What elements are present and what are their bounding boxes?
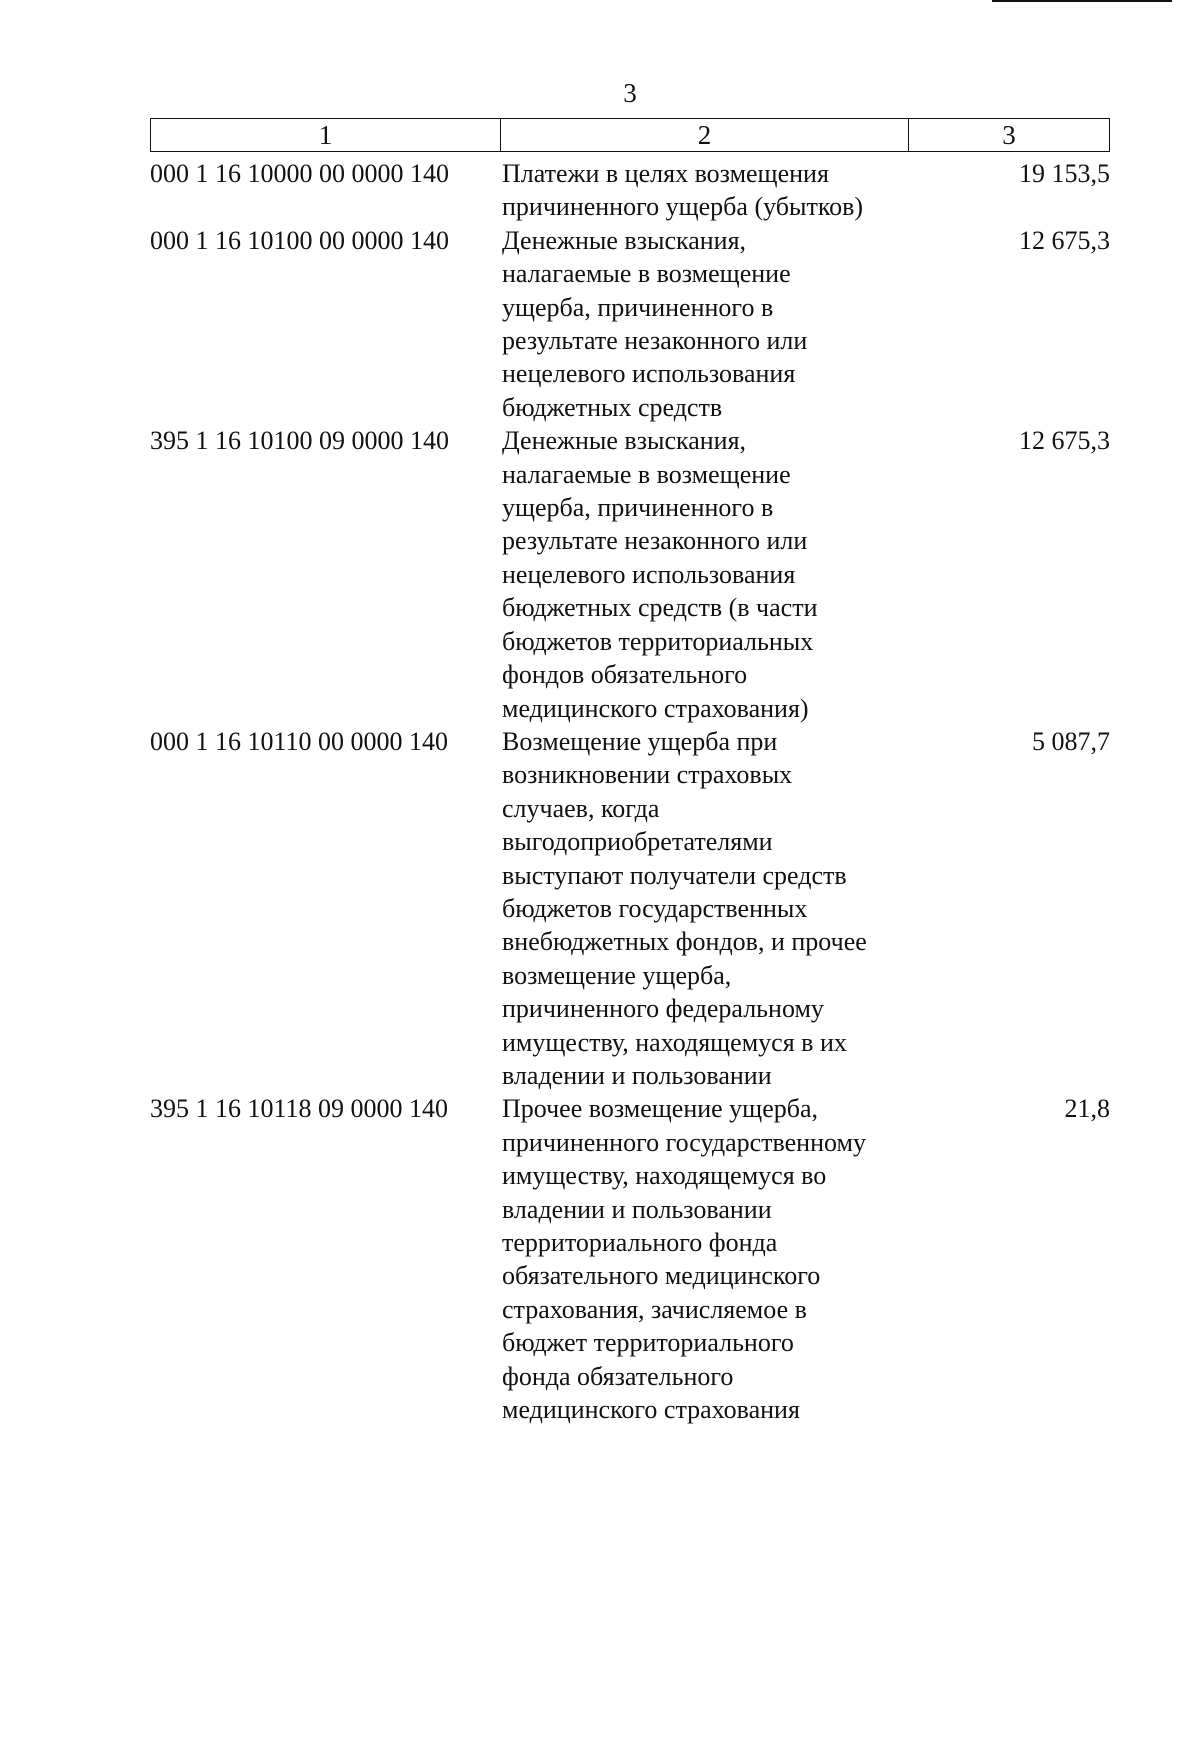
row-name: Денежные взыскания, налагаемые в возмещение ущерба, причиненного в результате незаконного или нецелевого использования бюджетных средств: [502, 225, 808, 422]
table-row: [150, 424, 1110, 725]
row-code: 000 1 16 10000 00 0000 140: [150, 159, 449, 188]
row-amount: 12 675,3: [1019, 225, 1110, 255]
row-code: 000 1 16 10110 00 0000 140: [150, 726, 449, 756]
header-col-2: 2: [500, 118, 908, 152]
row-amount: 19 153,5: [1019, 159, 1110, 188]
table-row: [150, 224, 1110, 424]
row-code: 000 1 16 10100 00 0000 140: [150, 225, 449, 255]
table-row: [150, 157, 1110, 224]
row-name: Платежи в целях возмещения причиненного ущерба (убытков): [502, 159, 864, 222]
row-code: 395 1 16 10100 09 0000 140: [150, 426, 449, 456]
row-code: 395 1 16 10118 09 0000 140: [150, 1094, 449, 1124]
row-amount: 21,8: [1064, 1094, 1110, 1124]
table-body: [150, 157, 1110, 1426]
row-amount: 5 087,7: [1032, 726, 1110, 756]
table-header: [150, 118, 1110, 152]
row-name: Прочее возмещение ущерба, причиненного государственному имуществу, находящемуся во владении и пользовании территориального фонда обязательного медицинского страхования, зачисляемое в бюджет территориального фонда обязательного медицинского страхования: [502, 1094, 866, 1425]
row-name: Возмещение ущерба при возникновении страховых случаев, когда выгодоприобретателями выступают получатели средств бюджетов государственных внебюджетных фондов, и прочее возмещение ущерба, причиненного федеральному имуществу, находящемуся в их владении и пользовании: [502, 726, 867, 1090]
table-row: [150, 725, 1110, 1092]
header-col-1: 1: [150, 118, 500, 152]
page-number: 3: [623, 78, 637, 108]
top-rule: [992, 0, 1172, 2]
header-col-3: 3: [908, 118, 1110, 152]
row-amount: 12 675,3: [1019, 426, 1110, 456]
table-row: [150, 1092, 1110, 1426]
row-name: Денежные взыскания, налагаемые в возмещение ущерба, причиненного в результате незаконного или нецелевого использования бюджетных средств (в части бюджетов территориальных фондов обязательного медицинского страхования): [502, 426, 818, 723]
